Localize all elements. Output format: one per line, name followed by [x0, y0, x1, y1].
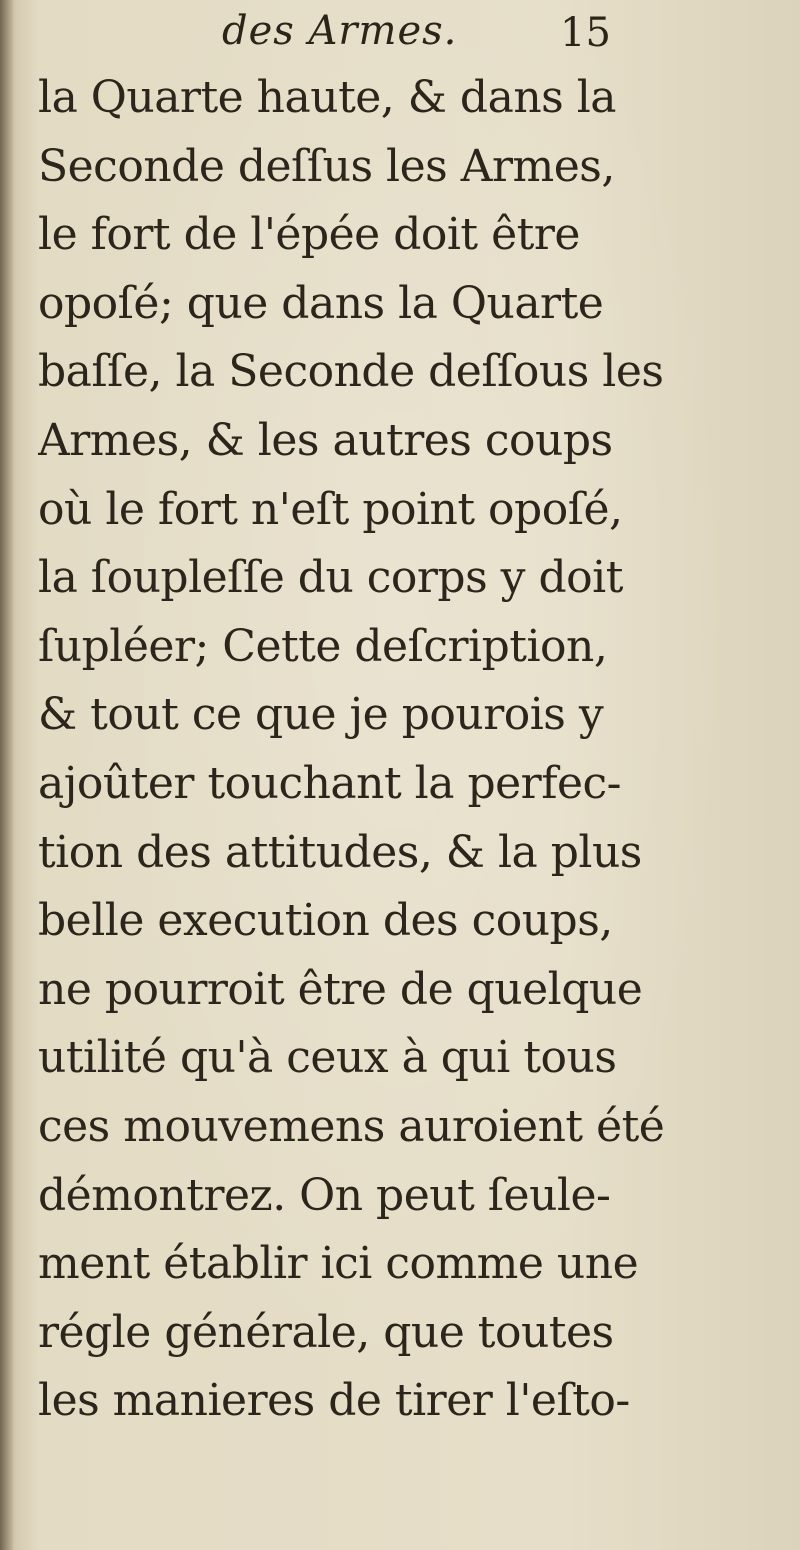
running-title: des Armes.	[222, 8, 458, 54]
text-line: démontrez. On peut ſeule-	[38, 1169, 611, 1221]
text-line: opoſé; que dans la Quarte	[38, 277, 604, 329]
text-line: les manieres de tirer l'eſto-	[38, 1375, 630, 1427]
running-head	[0, 8, 800, 68]
text-line: la ſoupleſſe du corps y doit	[38, 552, 623, 604]
text-block	[38, 64, 758, 1436]
text-line: régle générale, que toutes	[38, 1306, 614, 1358]
gutter-shadow	[0, 0, 14, 1550]
text-line: & tout ce que je pourois y	[38, 689, 604, 741]
text-line: ne pourroit être de quelque	[38, 963, 643, 1015]
text-line: tion des attitudes, & la plus	[38, 826, 642, 878]
text-line: baſſe, la Seconde deſſous les	[38, 346, 664, 398]
text-line: ces mouvemens auroient été	[38, 1100, 665, 1152]
text-line: Armes, & les autres coups	[38, 414, 613, 466]
text-line: où le fort n'eſt point opoſé,	[38, 483, 623, 535]
page-number: 15	[560, 10, 611, 56]
text-line: Seconde deſſus les Armes,	[38, 140, 615, 192]
text-line: ſupléer; Cette deſcription,	[38, 620, 608, 672]
text-line: la Quarte haute, & dans la	[38, 72, 617, 123]
text-line: le fort de l'épée doit être	[38, 209, 580, 261]
text-line: belle execution des coups,	[38, 895, 613, 947]
text-line: ajoûter touchant la perfec-	[38, 757, 622, 809]
text-line: utilité qu'à ceux à qui tous	[38, 1032, 617, 1084]
text-line: ment établir ici comme une	[38, 1238, 639, 1290]
